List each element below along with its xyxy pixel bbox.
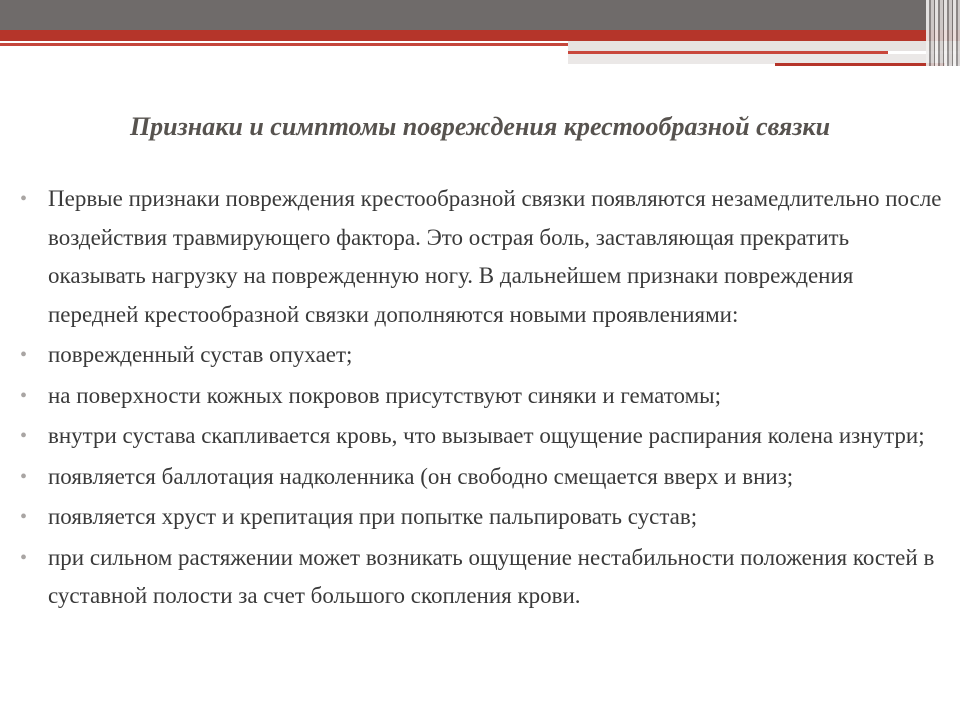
header-light-band	[568, 41, 960, 51]
bullet-dot-icon: •	[20, 425, 28, 447]
bullet-text: при сильном растяжении может возникать ощущение нестабильности положения костей в суставной полости за счет большого скопления крови.	[48, 544, 935, 608]
header-gray-band	[0, 0, 960, 30]
header-red-band	[0, 30, 960, 41]
bullet-item	[18, 458, 943, 497]
bullet-dot-icon: •	[20, 465, 28, 488]
bullet-dot-icon: •	[20, 506, 28, 528]
header-stripes-decoration	[926, 0, 960, 66]
header-thin-red-line	[0, 43, 570, 46]
bullet-item	[18, 336, 943, 375]
bullet-dot-icon: •	[20, 188, 28, 210]
bullet-item	[18, 180, 943, 334]
bullet-list	[18, 180, 943, 618]
bullet-text: на поверхности кожных покровов присутствуют синяки и гематомы;	[48, 382, 721, 408]
bullet-item	[18, 539, 943, 616]
bullet-text: поврежденный сустав опухает;	[48, 342, 353, 367]
bullet-text: появляется баллотация надколенника (он свободно смещается вверх и вниз;	[48, 463, 794, 489]
bullet-item	[18, 498, 943, 537]
header-red-line-3	[775, 63, 945, 66]
bullet-item	[18, 417, 943, 456]
bullet-text: внутри сустава скапливается кровь, что вызывает ощущение распирания колена изнутри;	[48, 423, 925, 448]
bullet-dot-icon: •	[20, 546, 28, 569]
bullet-dot-icon: •	[20, 344, 28, 366]
bullet-text: Первые признаки повреждения крестообразной связки появляются незамедлительно после воздействия травмирующего фактора. Это острая боль, заставляющая прекратить оказывать нагрузку на поврежденную ногу. В дальнейшем признаки повреждения передней крестообразной связки дополняются новыми проявлениями:	[48, 186, 942, 327]
bullet-text: появляется хруст и крепитация при попытке пальпировать сустав;	[48, 504, 698, 529]
bullet-dot-icon: •	[20, 384, 28, 407]
bullet-item	[18, 377, 943, 416]
slide-title: Признаки и симптомы повреждения крестообразной связки	[129, 112, 831, 141]
